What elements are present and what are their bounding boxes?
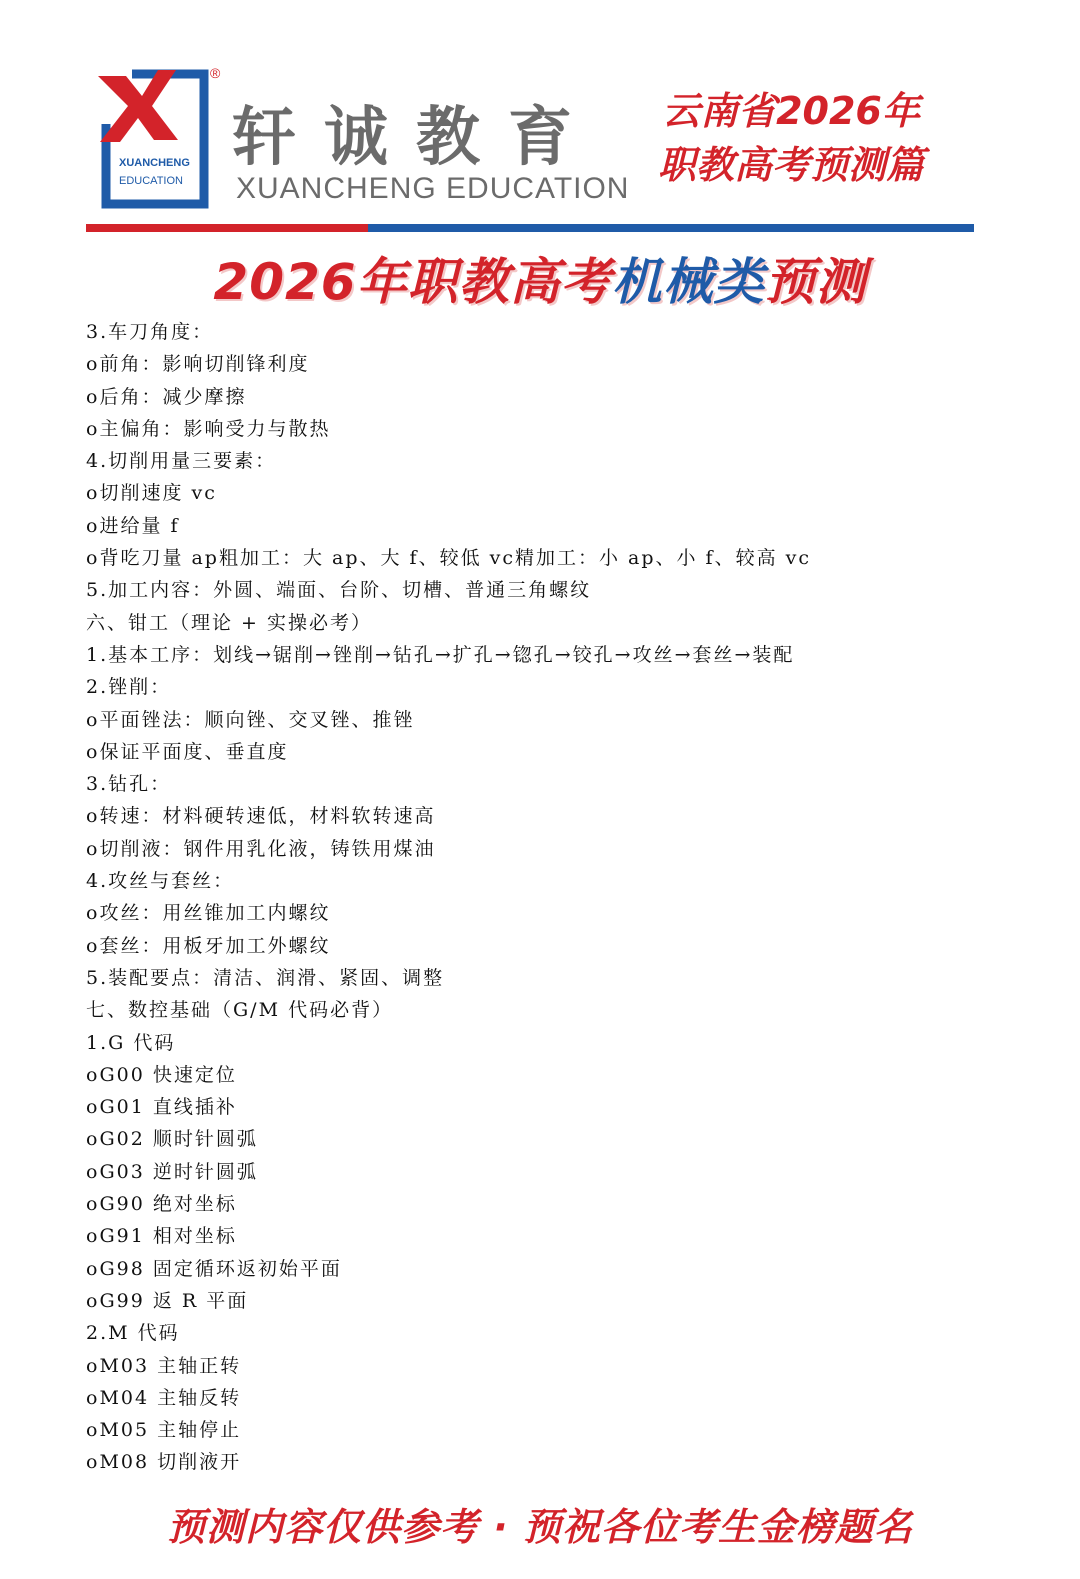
content-line: 2.锉削： <box>86 676 172 699</box>
content-line: oG00 快速定位 <box>86 1063 237 1086</box>
content-line: oM05 主轴停止 <box>86 1419 242 1442</box>
content-line: oG02 顺时针圆弧 <box>86 1128 258 1151</box>
content-line: 5.装配要点：清洁、润滑、紧固、调整 <box>86 966 445 989</box>
content-line: 4.切削用量三要素： <box>86 450 277 473</box>
content-line: o攻丝：用丝锥加工内螺纹 <box>86 902 331 925</box>
content-line: 2.M 代码 <box>86 1322 180 1345</box>
title-part-2: 机械类 <box>611 253 765 311</box>
content-line: o前角：影响切削锋利度 <box>86 353 310 376</box>
content-line: oM04 主轴反转 <box>86 1386 242 1409</box>
content-line: 3.车刀角度： <box>86 321 214 343</box>
content-line: oG03 逆时针圆弧 <box>86 1160 258 1183</box>
footer-slogan: 预测内容仅供参考 · 预祝各位考生金榜题名 <box>167 1505 913 1549</box>
brand-name-cn: 轩诚教育 <box>232 100 600 175</box>
content-line: o后角：减少摩擦 <box>86 385 247 408</box>
registered-mark: ® <box>210 65 221 81</box>
content-line: oM08 切削液开 <box>86 1451 242 1474</box>
content-line: o保证平面度、垂直度 <box>86 740 289 763</box>
logo-mark-icon <box>92 62 222 212</box>
brand-logo <box>92 62 222 212</box>
content-line: 1.G 代码 <box>86 1031 176 1054</box>
content-line: oG99 返 R 平面 <box>86 1289 249 1312</box>
content-line: oG01 直线插补 <box>86 1096 237 1119</box>
content-line: o转速：材料硬转速低，材料软转速高 <box>86 805 436 828</box>
content-line: 1.基本工序：划线→锯削→锉削→钻孔→扩孔→锪孔→铰孔→攻丝→套丝→装配 <box>86 643 795 666</box>
header-badge-line1: 云南省2026年 <box>662 89 920 133</box>
divider-blue <box>368 224 974 232</box>
content-line: 5.加工内容：外圆、端面、台阶、切槽、普通三角螺纹 <box>86 579 592 602</box>
content-line: o主偏角：影响受力与散热 <box>86 417 331 440</box>
logo-mark-text-2: EDUCATION <box>119 175 183 187</box>
content-line: o背吃刀量 ap粗加工：大 ap、大 f、较低 vc精加工：小 ap、小 f、较高 vc <box>86 547 812 570</box>
content-line: o切削液：钢件用乳化液，铸铁用煤油 <box>86 837 436 860</box>
header-badge <box>636 84 946 192</box>
page-title <box>0 242 1080 314</box>
title-part-1: 2026年职教高考 <box>213 253 612 311</box>
content-line: o进给量 f <box>86 514 180 537</box>
header-divider <box>86 224 974 232</box>
content-line: 4.攻丝与套丝： <box>86 870 235 893</box>
content-line: oG98 固定循环返初始平面 <box>86 1257 342 1280</box>
content-line: 3.钻孔： <box>86 773 172 796</box>
header-badge-line2: 职教高考预测篇 <box>657 143 924 187</box>
content-line: o平面锉法：顺向锉、交叉锉、推锉 <box>86 708 415 731</box>
content-body <box>86 316 986 1479</box>
content-line: o切削速度 vc <box>86 482 217 505</box>
title-part-3: 预测 <box>764 253 867 311</box>
content-line: o套丝：用板牙加工外螺纹 <box>86 934 331 957</box>
content-line: oM03 主轴正转 <box>86 1354 242 1377</box>
content-line: oG90 绝对坐标 <box>86 1193 237 1216</box>
divider-red <box>86 224 368 232</box>
content-line: oG91 相对坐标 <box>86 1225 237 1248</box>
logo-mark-text-1: XUANCHENG <box>119 157 190 169</box>
content-line: 七、数控基础（G/M 代码必背） <box>86 999 394 1022</box>
brand-name-en: XUANCHENG EDUCATION <box>236 172 630 205</box>
content-line: 六、钳工（理论 + 实操必考） <box>86 611 372 634</box>
